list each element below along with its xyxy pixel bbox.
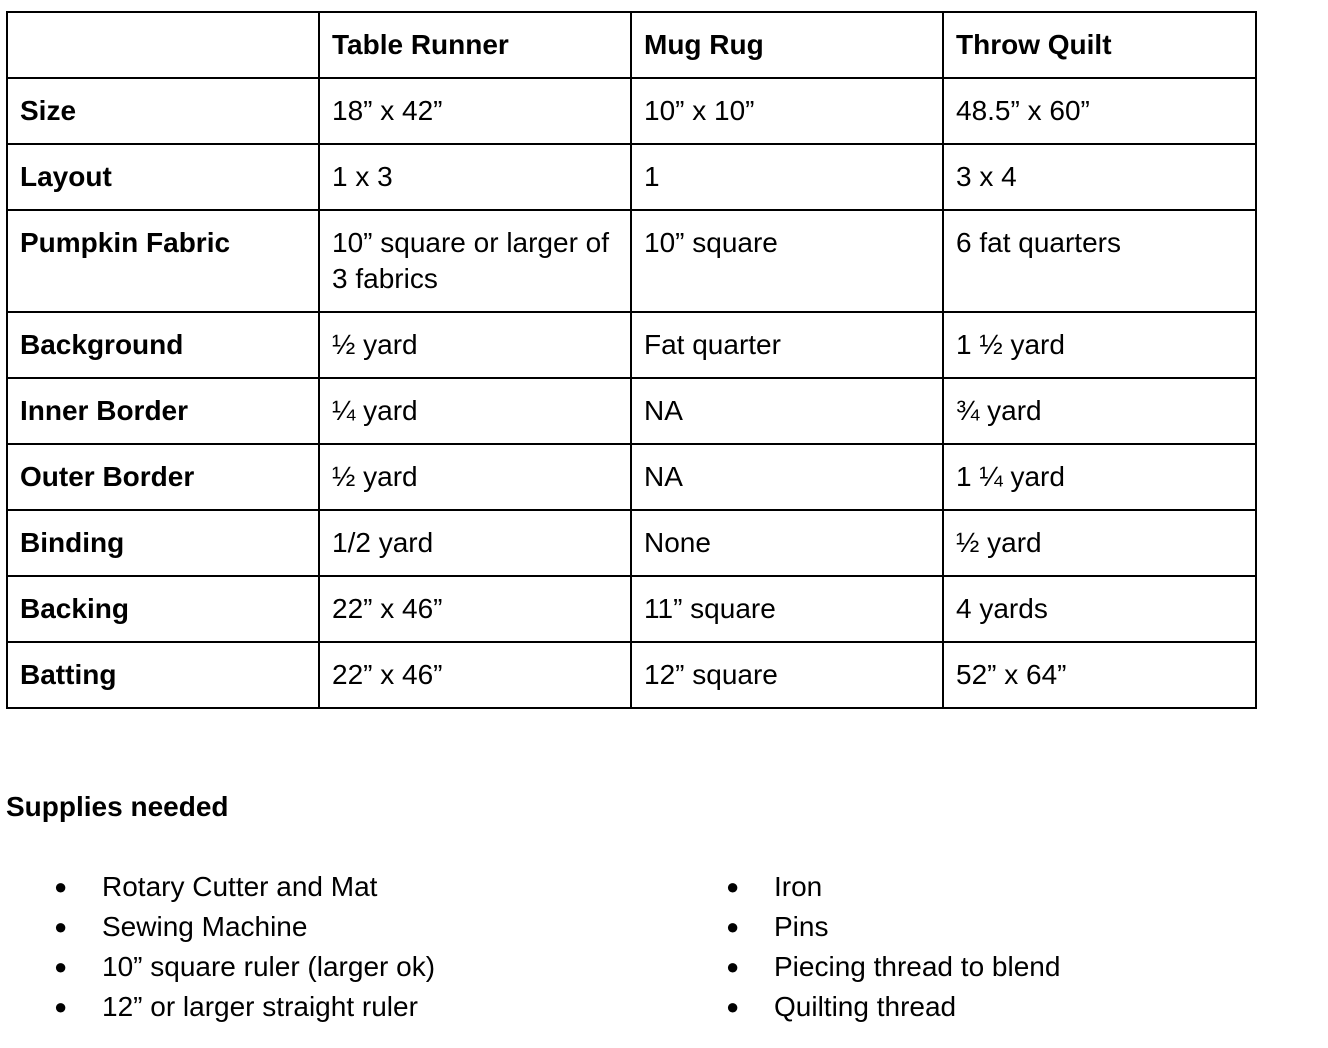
table-row [7, 144, 1256, 210]
header-cell-throw-quilt: Throw Quilt [943, 12, 1256, 78]
supplies-heading: Supplies needed [6, 791, 229, 822]
bullet-icon: ● [54, 954, 68, 979]
table-cell: ½ yard [319, 444, 631, 510]
table-cell: 3 x 4 [943, 144, 1256, 210]
header-cell-empty [7, 12, 319, 78]
fabric-requirements-table [6, 11, 1257, 709]
row-label: Backing [7, 576, 319, 642]
table-cell: 10” x 10” [631, 78, 943, 144]
table-cell: 4 yards [943, 576, 1256, 642]
bullet-icon: ● [54, 914, 68, 939]
supplies-list-left [54, 869, 435, 1029]
row-label: Size [7, 78, 319, 144]
table-cell: 1 ¼ yard [943, 444, 1256, 510]
table-cell: ¼ yard [319, 378, 631, 444]
list-item-label: 10” square ruler (larger ok) [102, 951, 436, 982]
table-cell: 1/2 yard [319, 510, 631, 576]
bullet-icon: ● [726, 874, 740, 899]
supplies-list-right [726, 869, 1060, 1029]
table-row [7, 510, 1256, 576]
list-item [54, 869, 435, 909]
row-label: Background [7, 312, 319, 378]
list-item [726, 869, 1060, 909]
row-label: Batting [7, 642, 319, 708]
table-cell: 10” square [631, 210, 943, 312]
list-item [726, 989, 1060, 1029]
table-cell: 10” square or larger of 3 fabrics [319, 210, 631, 312]
table-cell: Fat quarter [631, 312, 943, 378]
row-label: Outer Border [7, 444, 319, 510]
list-item [726, 909, 1060, 949]
table-row [7, 210, 1256, 312]
table-cell: 1 [631, 144, 943, 210]
table-cell: None [631, 510, 943, 576]
table-cell: 22” x 46” [319, 576, 631, 642]
row-label: Inner Border [7, 378, 319, 444]
table-cell: 12” square [631, 642, 943, 708]
bullet-icon: ● [726, 994, 740, 1019]
table-cell: 1 ½ yard [943, 312, 1256, 378]
table-header-row [7, 12, 1256, 78]
table-cell: 52” x 64” [943, 642, 1256, 708]
list-item [54, 909, 435, 949]
table-cell: ½ yard [943, 510, 1256, 576]
list-item [726, 949, 1060, 989]
list-item-label: Pins [774, 911, 829, 942]
table-row [7, 312, 1256, 378]
row-label: Layout [7, 144, 319, 210]
list-item-label: 12” or larger straight ruler [102, 991, 418, 1022]
table-row [7, 378, 1256, 444]
list-item-label: Sewing Machine [102, 911, 308, 942]
table-cell: NA [631, 378, 943, 444]
table-row [7, 444, 1256, 510]
bullet-icon: ● [726, 954, 740, 979]
list-item-label: Piecing thread to blend [774, 951, 1061, 982]
table-cell: 1 x 3 [319, 144, 631, 210]
table-cell: 48.5” x 60” [943, 78, 1256, 144]
header-cell-table-runner: Table Runner [319, 12, 631, 78]
table-cell: 22” x 46” [319, 642, 631, 708]
table-cell: 6 fat quarters [943, 210, 1256, 312]
list-item-label: Rotary Cutter and Mat [102, 871, 378, 902]
bullet-icon: ● [726, 914, 740, 939]
bullet-icon: ● [54, 874, 68, 899]
row-label: Binding [7, 510, 319, 576]
list-item [54, 989, 435, 1029]
table-row [7, 642, 1256, 708]
table-cell: ½ yard [319, 312, 631, 378]
bullet-icon: ● [54, 994, 68, 1019]
list-item [54, 949, 435, 989]
table-cell: 11” square [631, 576, 943, 642]
table-row [7, 78, 1256, 144]
list-item-label: Quilting thread [774, 991, 957, 1022]
table-cell: ¾ yard [943, 378, 1256, 444]
header-cell-mug-rug: Mug Rug [631, 12, 943, 78]
list-item-label: Iron [774, 871, 823, 902]
table-cell: NA [631, 444, 943, 510]
row-label: Pumpkin Fabric [7, 210, 319, 312]
table-cell: 18” x 42” [319, 78, 631, 144]
table-row [7, 576, 1256, 642]
